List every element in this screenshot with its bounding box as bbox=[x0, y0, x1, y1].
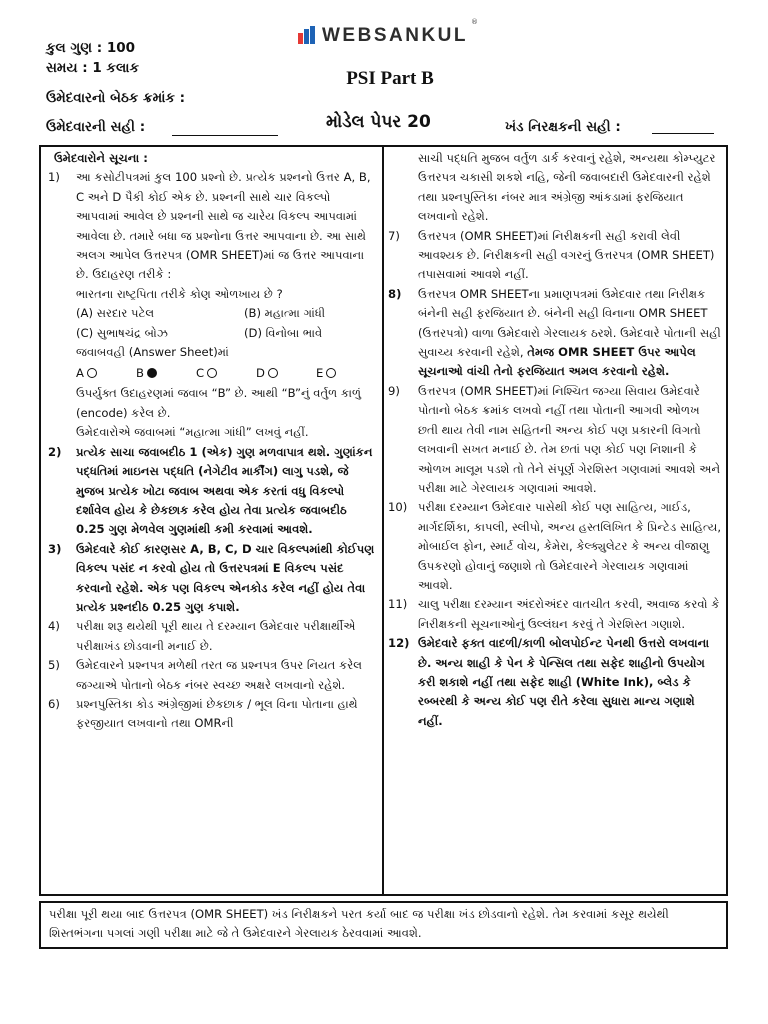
instructions-heading: ઉમેદવારોને સૂચના : bbox=[54, 151, 148, 165]
right-column bbox=[388, 149, 722, 731]
example-options bbox=[76, 304, 376, 343]
bubble-a bbox=[76, 364, 136, 383]
instruction-text: પ્રશ્નપુસ્તિકા કોડ અંગ્રેજીમાં છેકછાક / ભૂલ વિના પોતાના હાથે ફરજીયાત લખવાનો તથા OMRની bbox=[76, 696, 358, 731]
instruction-2 bbox=[48, 443, 376, 540]
instruction-text: સાચી પદ્ધતિ મુજબ વર્તુળ ડાર્ક કરવાનું રહેશે, અન્યથા કોમ્પ્યુટર ઉત્તરપત્ર ચકાસી શકશે નહિ, જેની જવાબદારી ઉમેદવારની રહેશે તથા પ્રશ્નપુસ્તિકા નંબર માત્ર અંગ્રેજી આંકડામાં ફરજિયાત લખવાનો રહેશે. bbox=[418, 151, 716, 224]
instruction-6-continued bbox=[388, 149, 722, 227]
instruction-number: 7) bbox=[388, 228, 400, 243]
candidate-signature-label: ઉમેદવારની સહી : bbox=[46, 119, 146, 135]
bubble-d bbox=[256, 364, 316, 383]
filled-bubble-circle-icon bbox=[147, 368, 157, 378]
total-marks: કુલ ગુણ : 100 bbox=[46, 40, 136, 56]
instruction-number: 1) bbox=[48, 170, 60, 185]
example-note: ઉપર્યુક્ત ઉદાહરણમાં જવાબ “B” છે. આથી “B”નું વર્તુળ કાળું (encode) કરેલ છે. bbox=[76, 386, 361, 420]
instruction-text: ઉત્તરપત્ર (OMR SHEET)માં નિશ્ચિત જગ્યા સિવાય ઉમેદવારે પોતાનો બેઠક ક્રમાંક લખવો નહીં તથા પોતાની આગવી ઓળખ છતી થાય તેવી નામ સહિતની અન્ય કોઈ પણ પ્રકારની વિગતો લખવાની સખત મનાઈ છે. તેમ છતાં પણ કોઈ પણ નિશાની કે ઓળખ માલૂમ પડશે તો તેને સંપૂર્ણ ગેરશિસ્ત ગણવામાં આવશે અને પરીક્ષા માટે ગેરલાયક ગણવામાં આવશે. bbox=[418, 383, 721, 495]
bubble-b bbox=[136, 364, 196, 383]
instruction-11 bbox=[388, 595, 722, 634]
instruction-text: ઉમેદવારે ફક્ત વાદળી/કાળી બોલપોઈન્ટ પેનથી ઉત્તરો લખવાના છે. અન્ય શાહી કે પેન કે પેન્સિલ તથા સફેદ શાહીનો ઉપયોગ કરી શકાશે નહીં તથા સફેદ શાહી (White Ink), બ્લેડ કે રબ્બરથી કે અન્ય કોઈ પણ રીતે કરેલા સુધારા માન્ય ગણાશે નહીં. bbox=[418, 636, 710, 728]
instruction-7 bbox=[388, 227, 722, 285]
instruction-text: ઉમેદવારને પ્રશ્નપત્ર મળેથી તરત જ પ્રશ્નપત્ર ઉપર નિયત કરેલ જગ્યાએ પોતાનો બેઠક નંબર સ્વચ્છ અક્ષરે લખવાનો રહેશે. bbox=[76, 658, 362, 692]
instruction-number: 3) bbox=[48, 541, 62, 556]
bubble-label: D bbox=[256, 365, 265, 380]
logo-text: WEBSANKUL bbox=[322, 25, 468, 46]
model-paper-title: મોડેલ પેપર 20 bbox=[326, 112, 431, 132]
instruction-number: 12) bbox=[388, 636, 410, 651]
instruction-5 bbox=[48, 656, 376, 695]
instruction-text: ચાલુ પરીક્ષા દરમ્યાન અંદરોઅંદર વાતચીત કરવી, અવાજ કરવો કે નિરીક્ષકની સૂચનાઓનું ઉલ્લંઘન કરવું તે ગેરશિસ્ત ગણાશે. bbox=[418, 597, 720, 631]
instruction-number: 6) bbox=[48, 696, 60, 711]
column-divider bbox=[382, 145, 384, 896]
instruction-12 bbox=[388, 634, 722, 731]
instruction-text: પ્રત્યેક સાચા જવાબદીઠ 1 (એક) ગુણ મળવાપાત્ર થશે. ગુણાંકન પદ્ધતિમાં માઇનસ પદ્ધતિ (નેગેટીવ માર્કીંગ) લાગુ પડશે, જે મુજબ પ્રત્યેક ખોટા જવાબ અથવા એક કરતાં વધુ વિકલ્પો દર્શાવેલ હોય કે છેકછાક કરેલ હોય તેવા પ્રત્યેક જવાબદીઠ 0.25 ગુણ મેળવેલ ગુણમાંથી કમી કરવામાં આવશે. bbox=[76, 444, 373, 537]
option-c: (C) સુભાષચંદ્ર બોઝ bbox=[76, 325, 168, 340]
instruction-text: ઉત્તરપત્ર OMR SHEETના પ્રમાણપત્રમાં ઉમેદવાર તથા નિરીક્ષક બંનેની સહી ફરજિયાત છે. બંનેની સહી વિનાના OMR SHEET (ઉત્તરપત્રો) વાળા ઉમેદવારો ગેરલાયક ઠરશે. ઉમેદવારે પોતાની સહી સુવાચ્ય કરવાની રહેશે, bbox=[418, 286, 721, 360]
instruction-number: 11) bbox=[388, 597, 408, 612]
instruction-number: 4) bbox=[48, 619, 60, 634]
instruction-10 bbox=[388, 498, 722, 595]
instruction-1 bbox=[48, 168, 376, 284]
instruction-number: 2) bbox=[48, 444, 62, 459]
left-column bbox=[48, 149, 376, 734]
websankul-logo bbox=[298, 22, 468, 50]
bubble-c bbox=[196, 364, 256, 383]
example-warning: ઉમેદવારોએ જવાબમાં “મહાત્મા ગાંધી” લખવું નહીં. bbox=[76, 425, 309, 440]
bubble-circle-icon bbox=[207, 368, 217, 378]
bubble-label: A bbox=[76, 365, 84, 380]
exam-time: સમય : 1 કલાક bbox=[46, 60, 139, 76]
instruction-text: પરીક્ષા શરૂ થયેથી પૂરી થાય તે દરમ્યાન ઉમેદવાર પરીક્ષાર્થીએ પરીક્ષાખંડ છોડવાની મનાઈ છે. bbox=[76, 619, 356, 653]
bubble-circle-icon bbox=[268, 368, 278, 378]
option-b: (B) મહાત્મા ગાંધી bbox=[244, 306, 326, 321]
instruction-number: 5) bbox=[48, 658, 60, 673]
bubble-circle-icon bbox=[87, 368, 97, 378]
example-question: ભારતના રાષ્ટ્રપિતા તરીકે કોણ ઓળખાય છે ? bbox=[76, 286, 283, 301]
instruction-6 bbox=[48, 695, 376, 734]
exam-title: PSI Part B bbox=[346, 68, 434, 89]
answer-sheet-label: જવાબવહી (Answer Sheet)માં bbox=[76, 345, 229, 360]
instruction-number: 10) bbox=[388, 500, 408, 515]
bubble-e bbox=[316, 364, 376, 383]
bubble-label: C bbox=[196, 365, 205, 380]
seat-number-label: ઉમેદવારનો બેઠક ક્રમાંક : bbox=[46, 90, 186, 106]
candidate-signature-line bbox=[172, 135, 278, 136]
registered-mark: ® bbox=[471, 18, 478, 26]
instruction-number: 8) bbox=[388, 286, 402, 301]
instruction-8 bbox=[388, 285, 722, 382]
instruction-text: આ કસોટીપત્રમાં કુલ 100 પ્રશ્નો છે. પ્રત્યેક પ્રશ્નનો ઉત્તર A, B, C અને D પૈકી કોઈ એક છે. પ્રશ્નની સાથે ચાર વિકલ્પો આપવામાં આવેલ છે પ્રશ્નની સાથે જ ચારેય વિકલ્પ આપવામાં આવેલા છે. તમારે બધા જ પ્રશ્નોના ઉત્તર આપવાના છે. આ સાથે અલગ આપેલ ઉત્તરપત્ર (OMR SHEET)માં જ ઉત્તર આપવાના છે. ઉદાહરણ તરીકે : bbox=[76, 170, 371, 282]
bubble-circle-icon bbox=[326, 368, 336, 378]
instruction-4 bbox=[48, 617, 376, 656]
answer-bubbles bbox=[76, 362, 376, 384]
option-d: (D) વિનોબા ભાવે bbox=[244, 325, 323, 340]
instruction-number: 9) bbox=[388, 383, 400, 398]
instruction-text: ઉમેદવારે કોઈ કારણસર A, B, C, D ચાર વિકલ્પમાંથી કોઈપણ વિકલ્પ પસંદ ન કરવો હોય તો ઉત્તરપત્રમાં E વિકલ્પ પસંદ કરવાનો રહેશે. એક પણ વિકલ્પ એનકોડ કરેલ નહીં હોય તેવા પ્રત્યેક પ્રશ્નદીઠ 0.25 ગુણ કપાશે. bbox=[76, 541, 375, 614]
instruction-text-wrap bbox=[418, 285, 722, 382]
footer-note: પરીક્ષા પૂરી થયા બાદ ઉત્તરપત્ર (OMR SHEET) ખંડ નિરીક્ષકને પરત કર્યા બાદ જ પરીક્ષા ખંડ છોડવાનો રહેશે. તેમ કરવામાં કસૂર થયેથી શિસ્તભંગના પગલાં ગણી પરીક્ષા માટે જે તે ઉમેદવારને ગેરલાયક ઠેરવવામાં આવશે. bbox=[39, 901, 728, 949]
instruction-number-spacer bbox=[388, 149, 418, 227]
bubble-label: E bbox=[316, 365, 324, 380]
instruction-text: ઉત્તરપત્ર (OMR SHEET)માં નિરીક્ષકની સહી કરાવી લેવી આવશ્યક છે. નિરીક્ષકની સહી વગરનું ઉત્તરપત્ર (OMR SHEET) તપાસવામાં આવશે નહીં. bbox=[418, 228, 715, 282]
instruction-text-bold: તેમજ OMR SHEET ઉપર આપેલ સૂચનાઓ વાંચી તેનો ફરજિયાત અમલ કરવાનો રહેશે. bbox=[418, 345, 696, 379]
supervisor-signature-label: ખંડ નિરક્ષકની સહી : bbox=[505, 119, 621, 135]
option-a: (A) સરદાર પટેલ bbox=[76, 306, 155, 321]
example-block bbox=[48, 285, 376, 443]
logo-mark-icon bbox=[298, 26, 316, 46]
instruction-9 bbox=[388, 382, 722, 498]
instruction-3 bbox=[48, 540, 376, 618]
supervisor-signature-line bbox=[652, 133, 714, 134]
bubble-label: B bbox=[136, 365, 144, 380]
instruction-text: પરીક્ષા દરમ્યાન ઉમેદવાર પાસેથી કોઈ પણ સાહિત્ય, ગાઈડ, માર્ગદર્શિકા, કાપલી, સ્લીપો, અન્ય હસ્તલિખિત કે પ્રિન્ટેડ સાહિત્ય, મોબાઈલ ફોન, સ્માર્ટ વોચ, કેમેરા, કેલ્ક્યુલેટર કે અન્ય વીજાણુ ઉપકરણો હોવાનું જણાશે તો ઉમેદવારને ગેરલાયક ગણવામાં આવશે. bbox=[418, 500, 722, 592]
